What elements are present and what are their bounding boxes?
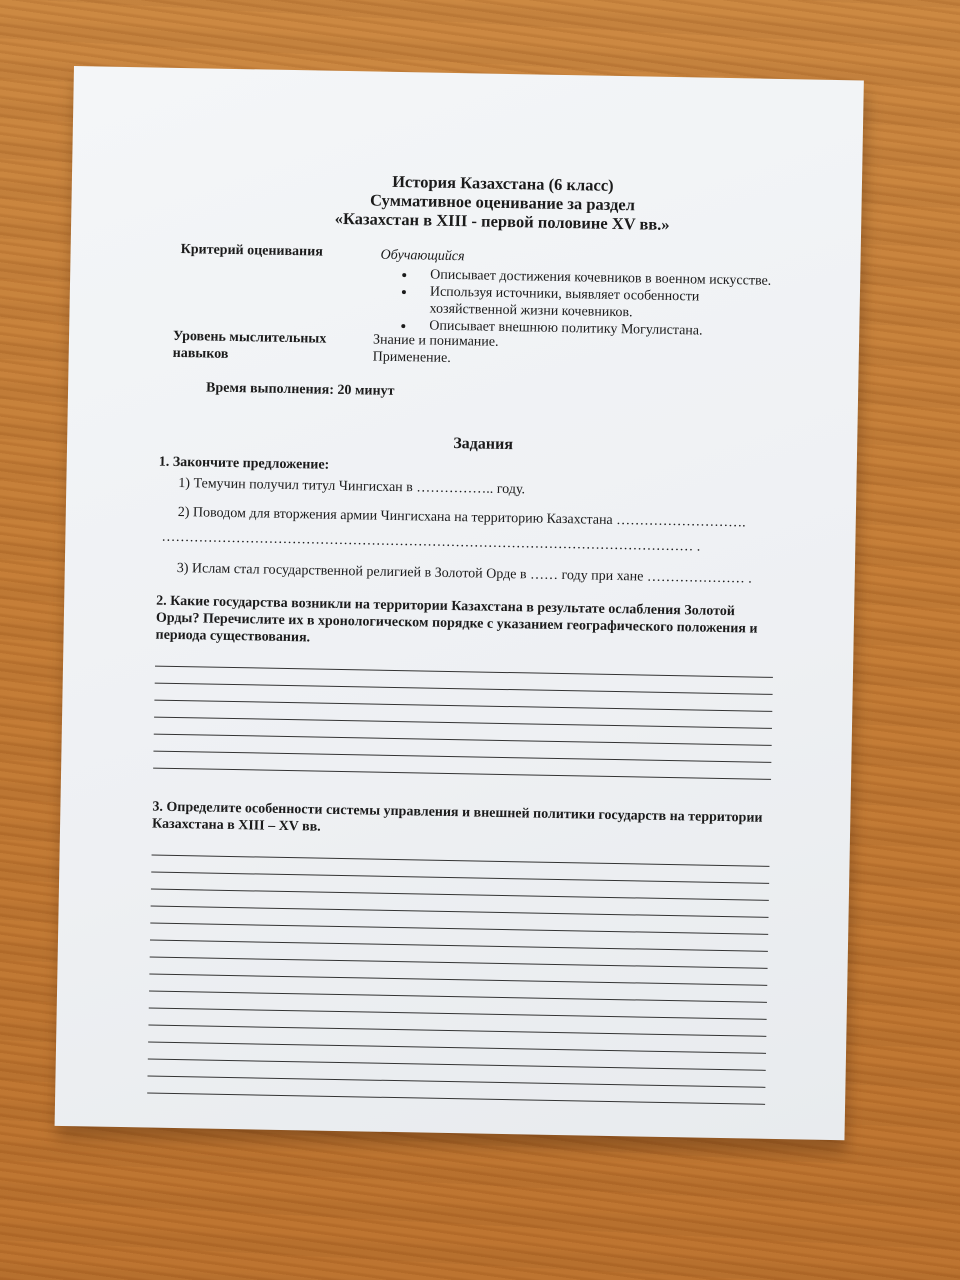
criteria-block xyxy=(161,241,781,341)
criteria-item: • Используя источники, выявляет особенности хозяйственной жизни кочевников. xyxy=(415,283,780,324)
document-header xyxy=(223,169,782,236)
thinking-level-label: Уровень мыслительных навыков xyxy=(172,328,327,362)
question-1-item-1[interactable]: 1) Темучин получил титул Чингисхан в …………….. году. xyxy=(178,475,526,498)
section-title: «Казахстан в XIII - первой половине XV вв.» xyxy=(334,208,670,234)
assessment-title: Суммативное оценивание за раздел xyxy=(369,190,636,215)
question-1-item-3[interactable]: 3) Ислам стал государственной религией в Золотой Орде в …… году при хане ………………… . xyxy=(176,560,753,587)
thinking-level-value: Применение. xyxy=(372,349,451,366)
question-1-item-2[interactable]: 2) Поводом для вторжения армии Чингисхана на территорию Казахстана ………………………. xyxy=(177,504,746,531)
criteria-intro: Обучающийся xyxy=(380,247,465,265)
criteria-list xyxy=(379,266,780,341)
question-2-answer-area[interactable] xyxy=(153,650,773,780)
thinking-level-value: Знание и понимание. xyxy=(372,332,499,350)
thinking-level-values xyxy=(373,332,499,368)
criteria-body xyxy=(379,245,781,341)
question-3 xyxy=(147,799,770,1105)
criteria-label: Критерий оценивания xyxy=(180,241,323,260)
question-1-title: 1. Закончите предложение: xyxy=(158,454,330,473)
tasks-heading: Задания xyxy=(453,435,514,454)
criteria-item: • Описывает внешнюю политику Могулистана. xyxy=(415,317,779,341)
question-1-item-2-continuation[interactable]: …………………………………………………………………………………………………… . xyxy=(161,529,701,555)
time-limit: Время выполнения: 20 минут xyxy=(205,380,395,399)
question-1 xyxy=(157,454,777,588)
question-3-answer-area[interactable] xyxy=(147,839,770,1105)
question-2-title: 2. Какие государства возникли на территории Казахстана в результате ослабления Золотой Орды? Перечислите их в хронологическом порядке с указанием географического положения и периода существования. xyxy=(155,593,758,646)
subject-title: История Казахстана (6 класс) xyxy=(392,171,614,195)
question-3-title: 3. Определите особенности системы управления и внешней политики государств на территории Казахстана в XIII – XV вв. xyxy=(151,799,763,835)
exam-sheet xyxy=(55,66,864,1140)
question-2 xyxy=(153,593,774,780)
criteria-item: • Описывает достижения кочевников в военном искусстве. xyxy=(416,266,780,290)
